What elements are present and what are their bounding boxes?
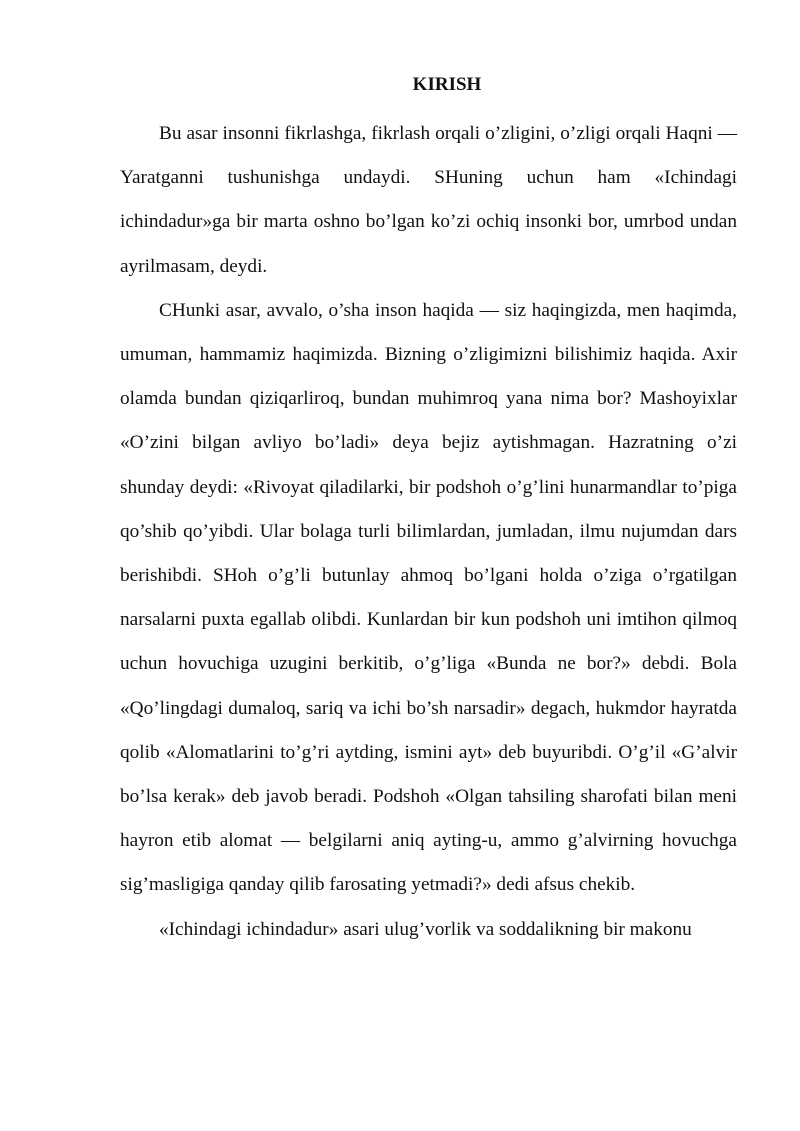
document-body bbox=[120, 112, 737, 952]
page-title: KIRISH bbox=[412, 74, 482, 95]
paragraph-2: CHunki asar, avvalo, o’sha inson haqida — siz haqingizda, men haqimda, umuman, hammamiz haqimizda. Bizning o’zligimizni bilishimiz haqida. Axir olamda bundan qiziqarliroq, bundan muhimroq yana nima bor? Mashoyixlar «O’zini bilgan avliyo bo’ladi» deya bejiz aytishmagan. Hazratning o’zi shunday deydi: «Rivoyat qiladilarki, bir podshoh o’g’lini hunarmandlar to’piga qo’shib qo’yibdi. Ular bolaga turli bilimlardan, jumladan, ilmu nujumdan dars berishibdi. SHoh o’g’li butunlay ahmoq bo’lgani holda o’ziga o’rgatilgan narsalarni puxta egallab olibdi. Kunlardan bir kun podshoh uni imtihon qilmoq uchun hovuchiga uzugini berkitib, o’g’liga «Bunda ne bor?» debdi. Bola «Qo’lingdagi dumaloq, sariq va ichi bo’sh narsadir» degach, hukmdor hayratda qolib «Alomatlarini to’g’ri aytding, ismini ayt» deb buyuribdi. O’g’il «G’alvir bo’lsa kerak» deb javob beradi. Podshoh «Olgan tahsiling sharofati bilan meni hayron etib alomat — belgilarni aniq ayting-u, ammo g’alvirning hovuchga sig’masligiga qanday qilib farosating yetmadi?» dedi afsus chekib. bbox=[120, 299, 737, 896]
paragraph-3: «Ichindagi ichindadur» asari ulug’vorlik va soddalikning bir makonu bbox=[159, 918, 692, 940]
paragraph-1: Bu asar insonni fikrlashga, fikrlash orqali o’zligini, o’zligi orqali Haqni — Yaratganni tushunishga undaydi. SHuning uchun ham «Ichindagi ichindadur»ga bir marta oshno bo’lgan ko’zi ochiq insonki bor, umrbod undan ayrilmasam, deydi. bbox=[120, 123, 737, 277]
